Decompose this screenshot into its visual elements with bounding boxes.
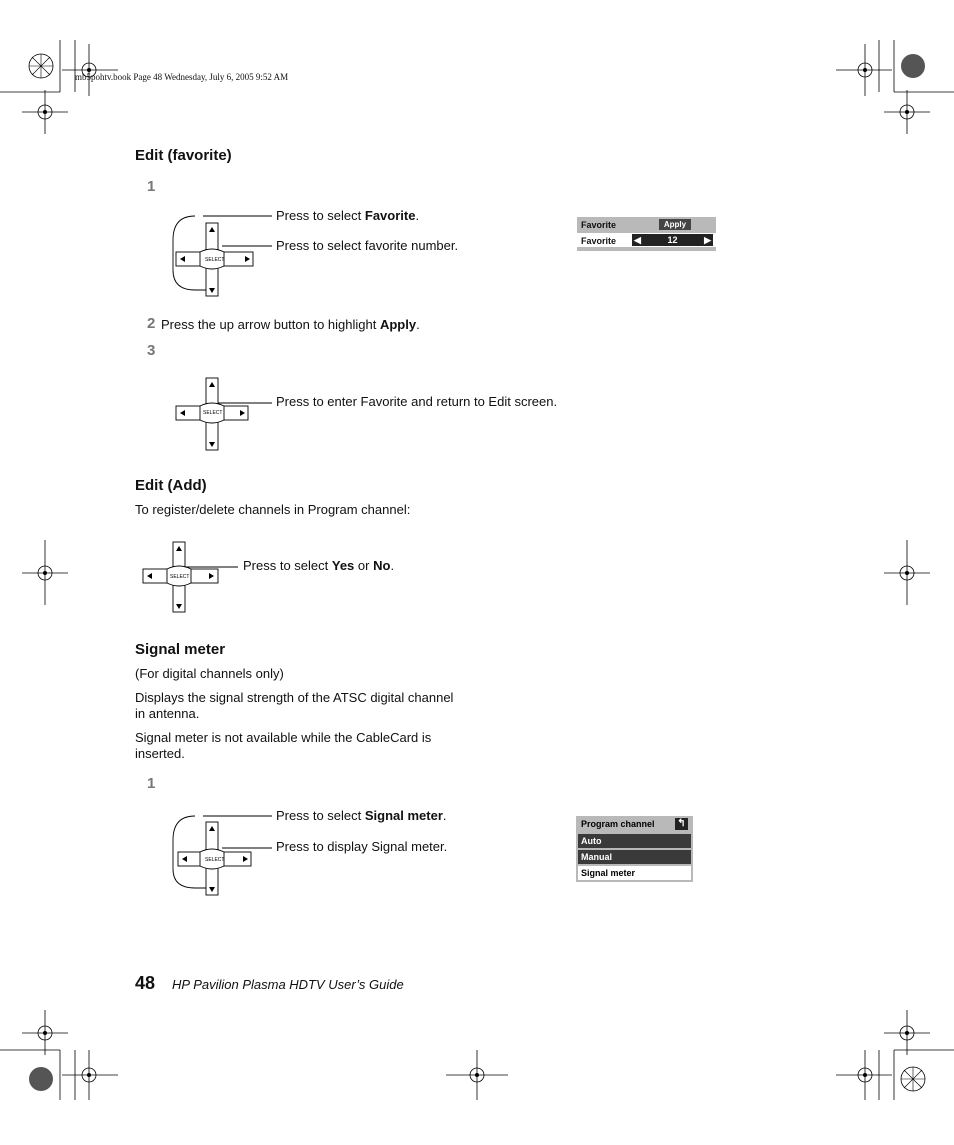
heading-edit-favorite: Edit (favorite) — [135, 147, 232, 164]
page-number: 48 — [135, 973, 156, 993]
heading-signal-meter: Signal meter — [135, 641, 226, 658]
callout-select-yes-no: Press to select Yes or No. — [243, 558, 395, 573]
callout-select-favorite: Press to select Favorite. — [276, 208, 420, 223]
step2-instruction: Press the up arrow button to highlight Apply. — [161, 317, 420, 332]
return-icon[interactable]: ↰ — [675, 818, 688, 830]
osd-apply-button[interactable]: Apply — [659, 219, 691, 230]
remote-select-label: SELECT — [205, 857, 225, 863]
add-intro-text: To register/delete channels in Program channel: — [135, 502, 411, 517]
osd-row2-label: Favorite — [581, 236, 617, 246]
osd-left-arrow-icon: ◀ — [634, 235, 641, 245]
osd-right-arrow-icon: ▶ — [704, 235, 711, 245]
menu-item-manual[interactable]: Manual — [578, 850, 691, 864]
callout-enter-favorite: Press to enter Favorite and return to Edit screen. — [276, 394, 558, 409]
program-channel-menu — [576, 816, 693, 882]
osd-row1-label: Favorite — [581, 220, 617, 230]
remote-select-label: SELECT — [170, 574, 190, 580]
remote-select-label: SELECT — [203, 410, 223, 416]
step-number: 3 — [147, 342, 156, 359]
page-slug: mb5pohtv.book Page 48 Wednesday, July 6, 2005 9:52 AM — [75, 72, 289, 82]
osd-favorite-value: 12 — [667, 235, 678, 245]
signal-para-cablecard: Signal meter is not available while the CableCard is inserted. — [135, 730, 432, 761]
remote-select-label: SELECT — [205, 257, 225, 263]
menu-title: Program channel — [581, 819, 655, 829]
step-number: 2 — [147, 315, 156, 332]
guide-title: HP Pavilion Plasma HDTV User’s Guide — [172, 977, 404, 992]
heading-edit-add: Edit (Add) — [135, 477, 207, 494]
callout-select-number: Press to select favorite number. — [276, 238, 459, 253]
callout-display-signal-meter: Press to display Signal meter. — [276, 839, 448, 854]
step-number: 1 — [147, 178, 156, 195]
menu-item-auto[interactable]: Auto — [578, 834, 691, 848]
step-number: 1 — [147, 775, 156, 792]
signal-para-digital-only: (For digital channels only) — [135, 666, 284, 681]
callout-select-signal-meter: Press to select Signal meter. — [276, 808, 447, 823]
menu-item-signal-meter[interactable]: Signal meter — [578, 866, 691, 880]
signal-para-description: Displays the signal strength of the ATSC digital channel in antenna. — [135, 690, 454, 721]
